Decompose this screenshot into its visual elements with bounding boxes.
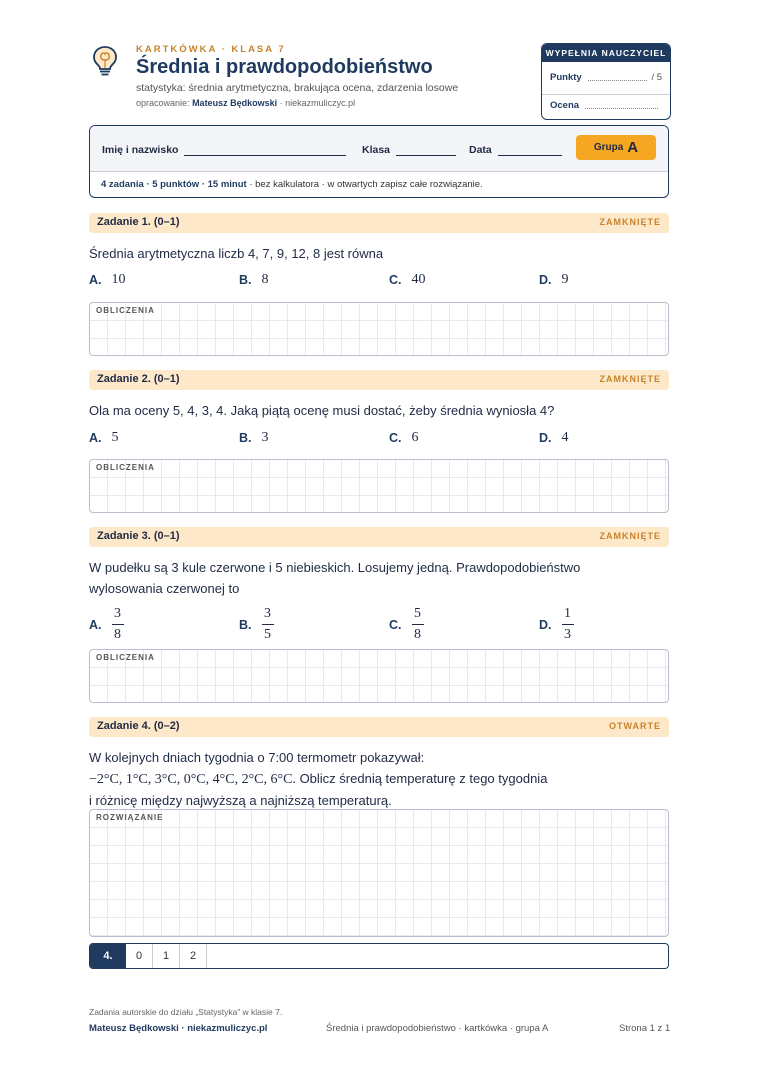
answer-value: 8 [261, 272, 269, 287]
task-4-question-line-2-rest: Oblicz średnią temperaturę z tego tygodnia [295, 771, 548, 786]
task-3-answer-a[interactable] [89, 606, 124, 643]
test-info [90, 171, 668, 198]
answer-letter: A. [89, 617, 102, 632]
task-4-work-area[interactable] [89, 809, 669, 937]
answer-letter: D. [539, 431, 552, 445]
task-1-header [89, 213, 669, 233]
answer-letter: C. [389, 431, 402, 445]
answer-value: 40 [411, 272, 426, 287]
work-area-label: OBLICZENIA [96, 463, 155, 472]
task-2-question: Ola ma oceny 5, 4, 3, 4. Jaką piątą ocenę musi dostać, żeby średnia wyniosła 4? [89, 403, 555, 418]
author-name: Mateusz Będkowski [192, 98, 278, 108]
answer-letter: D. [539, 273, 552, 287]
fraction-numerator: 5 [414, 606, 421, 621]
answer-value: 9 [561, 272, 569, 287]
score-option-1[interactable]: 1 [153, 944, 180, 968]
task-2-answer-b[interactable] [239, 430, 269, 446]
score-option-2[interactable]: 2 [180, 944, 207, 968]
task-4-type: OTWARTE [609, 721, 661, 731]
footer-note: Zadania autorskie do działu „Statystyka” w klasie 7. [89, 1007, 283, 1017]
fraction-numerator: 1 [564, 606, 571, 621]
task-1-answer-d[interactable] [539, 272, 569, 288]
task-1-work-area[interactable] [89, 302, 669, 356]
answer-letter: A. [89, 273, 102, 287]
answer-fraction [412, 606, 424, 643]
task-4-question [89, 747, 669, 811]
points-max: / 5 [651, 72, 662, 83]
task-3-answer-d[interactable] [539, 606, 574, 643]
worksheet-overline: KARTKÓWKA · KLASA 7 [136, 44, 286, 55]
task-4-question-line-2 [89, 768, 669, 790]
task-4-question-line-1: W kolejnych dniach tygodnia o 7:00 termometr pokazywał: [89, 750, 425, 765]
grade-blank[interactable] [585, 101, 658, 109]
fraction-denominator: 3 [564, 627, 571, 642]
name-field[interactable] [102, 144, 346, 156]
fraction-denominator: 8 [114, 627, 121, 642]
fraction-numerator: 3 [264, 606, 271, 621]
fraction-bar [562, 624, 574, 625]
task-4-title: Zadanie 4. (0–2) [97, 720, 180, 732]
answer-fraction [262, 606, 274, 643]
score-option-0[interactable]: 0 [126, 944, 153, 968]
date-blank[interactable] [498, 146, 562, 156]
author-site: · niekazmuliczyc.pl [279, 98, 356, 108]
group-label: Grupa [593, 142, 624, 153]
author-prefix: opracowanie: [136, 98, 190, 108]
answer-letter: B. [239, 431, 252, 445]
task-3-answer-c[interactable] [389, 606, 424, 643]
group-value: A [627, 139, 639, 156]
task-1-type: ZAMKNIĘTE [599, 217, 661, 227]
task-4-question-line-3: i różnicę między najwyższą a najniższą temperaturą. [89, 793, 392, 808]
task-4-temperatures: −2°C, 1°C, 3°C, 0°C, 4°C, 2°C, 6°C. [89, 772, 296, 787]
test-info-rest: · bez kalkulatora · w otwartych zapisz całe rozwiązanie. [249, 179, 483, 190]
task-1-answer-a[interactable] [89, 272, 126, 288]
answer-letter: C. [389, 617, 402, 632]
task-3-answers [89, 606, 669, 646]
task-4-header [89, 717, 669, 737]
student-fields-row [90, 126, 668, 171]
grade-label: Ocena [550, 100, 580, 111]
answer-value: 10 [111, 272, 126, 287]
fraction-numerator: 3 [114, 606, 121, 621]
answer-value: 4 [561, 430, 569, 445]
answer-fraction [112, 606, 124, 643]
task-2-header [89, 370, 669, 390]
task-1-answers [89, 272, 669, 296]
task-2-answer-a[interactable] [89, 430, 119, 446]
group-badge [576, 135, 656, 160]
task-3-title: Zadanie 3. (0–1) [97, 530, 180, 542]
task-1-title: Zadanie 1. (0–1) [97, 216, 180, 228]
task-1-answer-b[interactable] [239, 272, 269, 288]
date-label: Data [469, 144, 492, 156]
points-blank[interactable] [588, 73, 648, 81]
task-2-answer-c[interactable] [389, 430, 419, 446]
footer-author: Mateusz Będkowski · niekazmuliczyc.pl [89, 1023, 268, 1034]
answer-value: 5 [111, 430, 119, 445]
task-2-title: Zadanie 2. (0–1) [97, 373, 180, 385]
name-blank[interactable] [184, 146, 346, 156]
date-field[interactable] [469, 144, 562, 156]
answer-letter: B. [239, 273, 252, 287]
answer-value: 3 [261, 430, 269, 445]
task-1-question: Średnia arytmetyczna liczb 4, 7, 9, 12, 8 jest równa [89, 246, 384, 261]
page-number: Strona 1 z 1 [619, 1023, 671, 1034]
task-2-answer-d[interactable] [539, 430, 569, 446]
footer-title: Średnia i prawdopodobieństwo · kartkówka · grupa A [326, 1023, 549, 1034]
fraction-denominator: 5 [264, 627, 271, 642]
work-area-label: ROZWIĄZANIE [96, 813, 164, 822]
task-3-type: ZAMKNIĘTE [599, 531, 661, 541]
task-2-work-area[interactable] [89, 459, 669, 513]
score-task-number: 4. [90, 944, 126, 968]
answer-value: 6 [411, 430, 419, 445]
task-1-answer-c[interactable] [389, 272, 426, 288]
fraction-denominator: 8 [414, 627, 421, 642]
page-title: Średnia i prawdopodobieństwo [136, 56, 433, 78]
task-3-question: W pudełku są 3 kule czerwone i 5 niebieskich. Losujemy jedną. Prawdopodobieństwo wylosowania czerwonej to [89, 560, 581, 596]
teacher-box [541, 43, 671, 120]
fraction-bar [412, 624, 424, 625]
task-3-header [89, 527, 669, 547]
points-label: Punkty [550, 72, 582, 83]
answer-fraction [562, 606, 574, 643]
answer-letter: B. [239, 617, 252, 632]
student-info-box [89, 125, 669, 198]
lightbulb-brain-icon [90, 44, 120, 78]
teacher-box-divider [542, 94, 670, 95]
fraction-bar [112, 624, 124, 625]
task-4-score-row [89, 943, 669, 969]
task-2-type: ZAMKNIĘTE [599, 374, 661, 384]
task-2-answers [89, 430, 669, 454]
answer-letter: C. [389, 273, 402, 287]
task-3-answer-b[interactable] [239, 606, 274, 643]
name-label: Imię i nazwisko [102, 144, 179, 156]
work-area-label: OBLICZENIA [96, 653, 155, 662]
points-field[interactable] [550, 72, 662, 83]
page-subtitle: statystyka: średnia arytmetyczna, brakująca ocena, zdarzenia losowe [136, 82, 459, 94]
fraction-bar [262, 624, 274, 625]
class-blank[interactable] [396, 146, 456, 156]
work-area-label: OBLICZENIA [96, 306, 155, 315]
class-label: Klasa [362, 144, 391, 156]
teacher-box-heading: WYPEŁNIA NAUCZYCIEL [542, 44, 670, 62]
answer-letter: A. [89, 431, 102, 445]
author-line [136, 98, 355, 108]
test-info-bold: 4 zadania · 5 punktów · 15 minut [101, 179, 247, 190]
answer-letter: D. [539, 617, 552, 632]
grade-field[interactable] [550, 100, 662, 111]
class-field[interactable] [362, 144, 456, 156]
task-3-work-area[interactable] [89, 649, 669, 703]
